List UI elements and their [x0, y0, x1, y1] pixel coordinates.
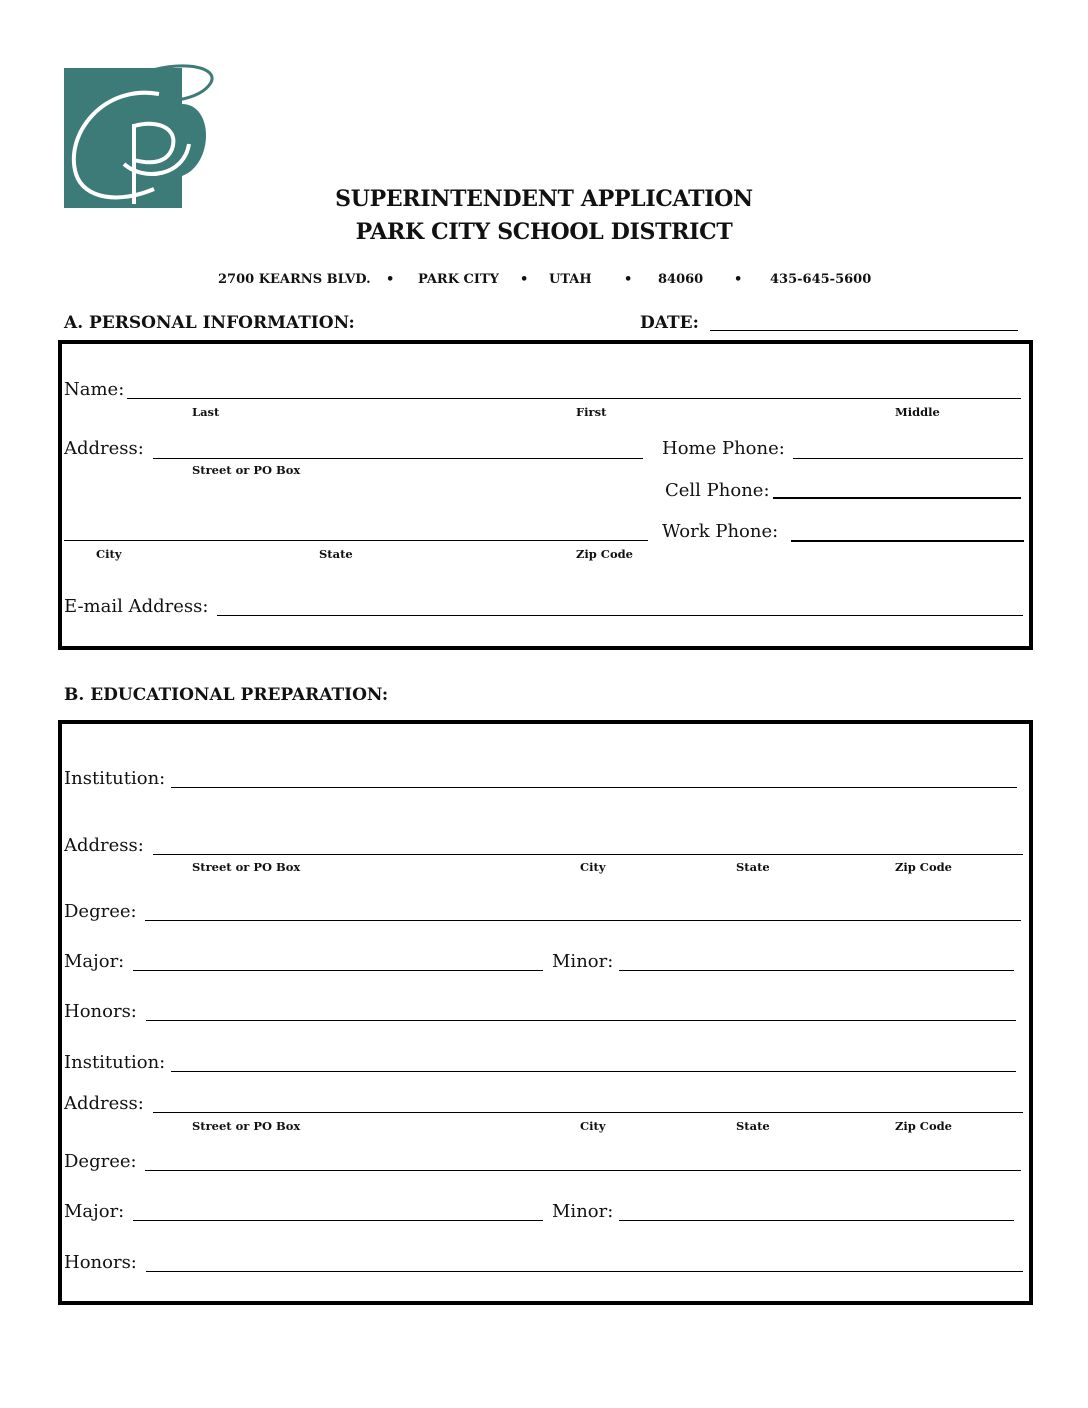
minor-2-field[interactable]: [619, 1220, 1014, 1221]
zip-sublabel: Zip Code: [576, 547, 633, 561]
name-sublabel-middle: Middle: [895, 405, 940, 419]
address-separator: •: [386, 272, 395, 287]
institution-2-address-field[interactable]: [153, 1112, 1023, 1113]
cell-phone-field[interactable]: [773, 497, 1021, 499]
degree-1-label: Degree:: [64, 901, 137, 922]
name-label: Name:: [64, 379, 125, 400]
institution-1-zip-sublabel: Zip Code: [895, 860, 952, 874]
major-1-label: Major:: [64, 951, 125, 972]
document-title: SUPERINTENDENT APPLICATION: [335, 186, 753, 212]
institution-2-label: Institution:: [64, 1052, 166, 1073]
cell-phone-label: Cell Phone:: [665, 480, 770, 501]
degree-2-field[interactable]: [145, 1170, 1021, 1171]
institution-1-street-sublabel: Street or PO Box: [192, 860, 301, 874]
institution-1-city-sublabel: City: [580, 860, 606, 874]
institution-1-state-sublabel: State: [736, 860, 770, 874]
section-a-heading: A. PERSONAL INFORMATION:: [64, 313, 355, 333]
document-subtitle: PARK CITY SCHOOL DISTRICT: [355, 219, 733, 245]
address-street: 2700 KEARNS BLVD.: [218, 272, 371, 287]
email-label: E-mail Address:: [64, 596, 209, 617]
institution-1-field[interactable]: [171, 787, 1017, 788]
institution-2-state-sublabel: State: [736, 1119, 770, 1133]
address-city: PARK CITY: [418, 272, 499, 287]
date-field[interactable]: [710, 330, 1018, 331]
address-separator: •: [624, 272, 633, 287]
work-phone-field[interactable]: [791, 540, 1024, 542]
institution-2-street-sublabel: Street or PO Box: [192, 1119, 301, 1133]
minor-1-label: Minor:: [552, 951, 614, 972]
email-field[interactable]: [217, 615, 1023, 616]
institution-2-address-label: Address:: [64, 1093, 144, 1114]
minor-2-label: Minor:: [552, 1201, 614, 1222]
institution-2-city-sublabel: City: [580, 1119, 606, 1133]
street-field[interactable]: [153, 458, 643, 459]
honors-2-label: Honors:: [64, 1252, 137, 1273]
name-field[interactable]: [127, 398, 1021, 399]
city-state-zip-field[interactable]: [64, 540, 648, 541]
institution-2-field[interactable]: [171, 1071, 1016, 1072]
date-label: DATE:: [640, 313, 699, 333]
address-zip: 84060: [658, 272, 704, 287]
work-phone-label: Work Phone:: [662, 521, 779, 542]
name-sublabel-first: First: [576, 405, 607, 419]
institution-1-address-field[interactable]: [153, 854, 1023, 855]
education-box: [58, 720, 1033, 1305]
honors-1-label: Honors:: [64, 1001, 137, 1022]
major-1-field[interactable]: [133, 970, 543, 971]
address-separator: •: [520, 272, 529, 287]
institution-2-zip-sublabel: Zip Code: [895, 1119, 952, 1133]
city-sublabel: City: [96, 547, 122, 561]
home-phone-label: Home Phone:: [662, 438, 785, 459]
honors-1-field[interactable]: [146, 1020, 1016, 1021]
state-sublabel: State: [319, 547, 353, 561]
major-2-field[interactable]: [133, 1220, 543, 1221]
address-label: Address:: [64, 438, 144, 459]
minor-1-field[interactable]: [619, 970, 1014, 971]
degree-1-field[interactable]: [145, 920, 1021, 921]
address-separator: •: [734, 272, 743, 287]
address-state: UTAH: [549, 272, 592, 287]
section-b-heading: B. EDUCATIONAL PREPARATION:: [64, 685, 389, 705]
address-phone: 435-645-5600: [770, 272, 872, 287]
home-phone-field[interactable]: [793, 458, 1023, 459]
institution-1-label: Institution:: [64, 768, 166, 789]
name-sublabel-last: Last: [192, 405, 220, 419]
honors-2-field[interactable]: [146, 1271, 1023, 1272]
degree-2-label: Degree:: [64, 1151, 137, 1172]
institution-1-address-label: Address:: [64, 835, 144, 856]
major-2-label: Major:: [64, 1201, 125, 1222]
street-sublabel: Street or PO Box: [192, 463, 301, 477]
